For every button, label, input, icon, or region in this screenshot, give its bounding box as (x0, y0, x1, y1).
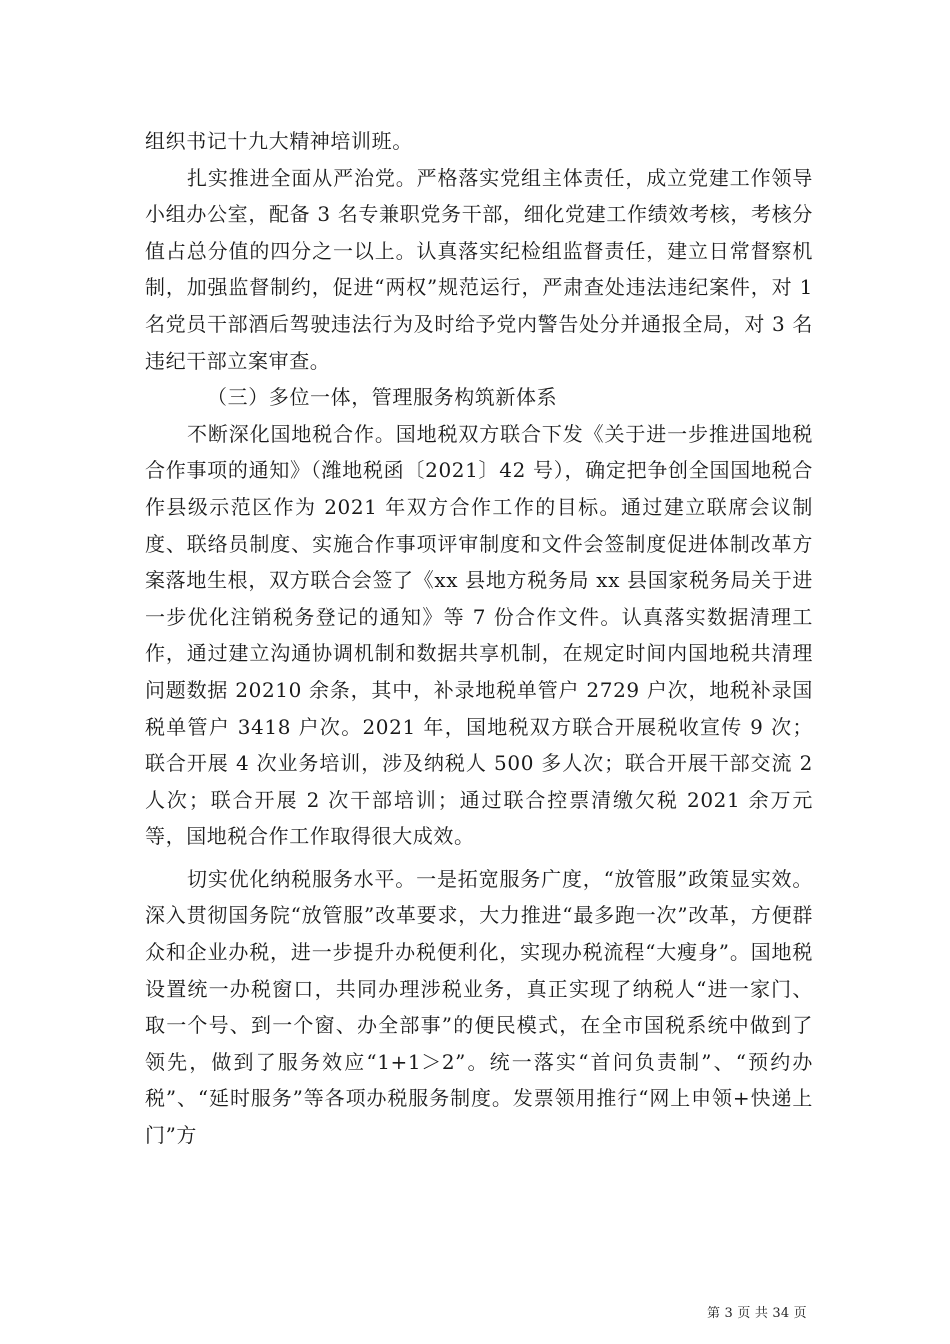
paragraph-tax-service: 切实优化纳税服务水平。一是拓宽服务广度，“放管服”政策显实效。深入贯彻国务院“放管服”改革要求，大力推进“最多跑一次”改革，方便群众和企业办税，进一步提升办税便利化，实现办税流程“大瘦身”。国地税设置统一办税窗口，共同办理涉税业务，真正实现了纳税人“进一家门、取一个号、到一个窗、办全部事”的便民模式，在全市国税系统中做到了领先，做到了服务效应“1+1＞2”。统一落实“首问负责制”、“预约办税”、“延时服务”等各项办税服务制度。发票领用推行“网上申领+快递上门”方 (145, 866, 813, 1148)
page-number-footer: 第 3 页 共 34 页 (707, 1306, 807, 1321)
paragraph-tax-cooperation: 不断深化国地税合作。国地税双方联合下发《关于进一步推进国地税合作事项的通知》（潍地税函〔2021〕42 号），确定把争创全国国地税合作县级示范区作为 2021 年双方合作工作的目标。通过建立联席会议制度、联络员制度、实施合作事项评审制度和文件会签制度促进体制改革方案落地生根，双方联合会签了《xx 县地方税务局 xx 县国家税务局关于进一步优化注销税务登记的通知》等 7 份合作文件。认真落实数据清理工作，通过建立沟通协调机制和数据共享机制，在规定时间内国地税共清理问题数据 20210 余条，其中，补录地税单管户 2729 户次，地税补录国税单管户 3418 户次。2021 年，国地税双方联合开展税收宣传 9 次；联合开展 4 次业务培训，涉及纳税人 500 多人次；联合开展干部交流 2 人次；联合开展 2 次干部培训；通过联合控票清缴欠税 2021 余万元等，国地税合作工作取得很大成效。 (145, 421, 813, 849)
document-body (145, 123, 813, 1154)
section-heading: （三）多位一体，管理服务构筑新体系 (207, 385, 558, 410)
paragraph-continuation: 组织书记十九大精神培训班。 (145, 129, 413, 153)
paragraph-party-governance: 扎实推进全面从严治党。严格落实党组主体责任，成立党建工作领导小组办公室，配备 3 名专兼职党务干部，细化党建工作绩效考核，考核分值占总分值的四分之一以上。认真落实纪检组监督责任，建立日常督察机制，加强监督制约，促进“两权”规范运行，严肃查处违法违纪案件，对 1 名党员干部酒后驾驶违法行为及时给予党内警告处分并通报全局，对 3 名违纪干部立案审查。 (145, 165, 813, 373)
